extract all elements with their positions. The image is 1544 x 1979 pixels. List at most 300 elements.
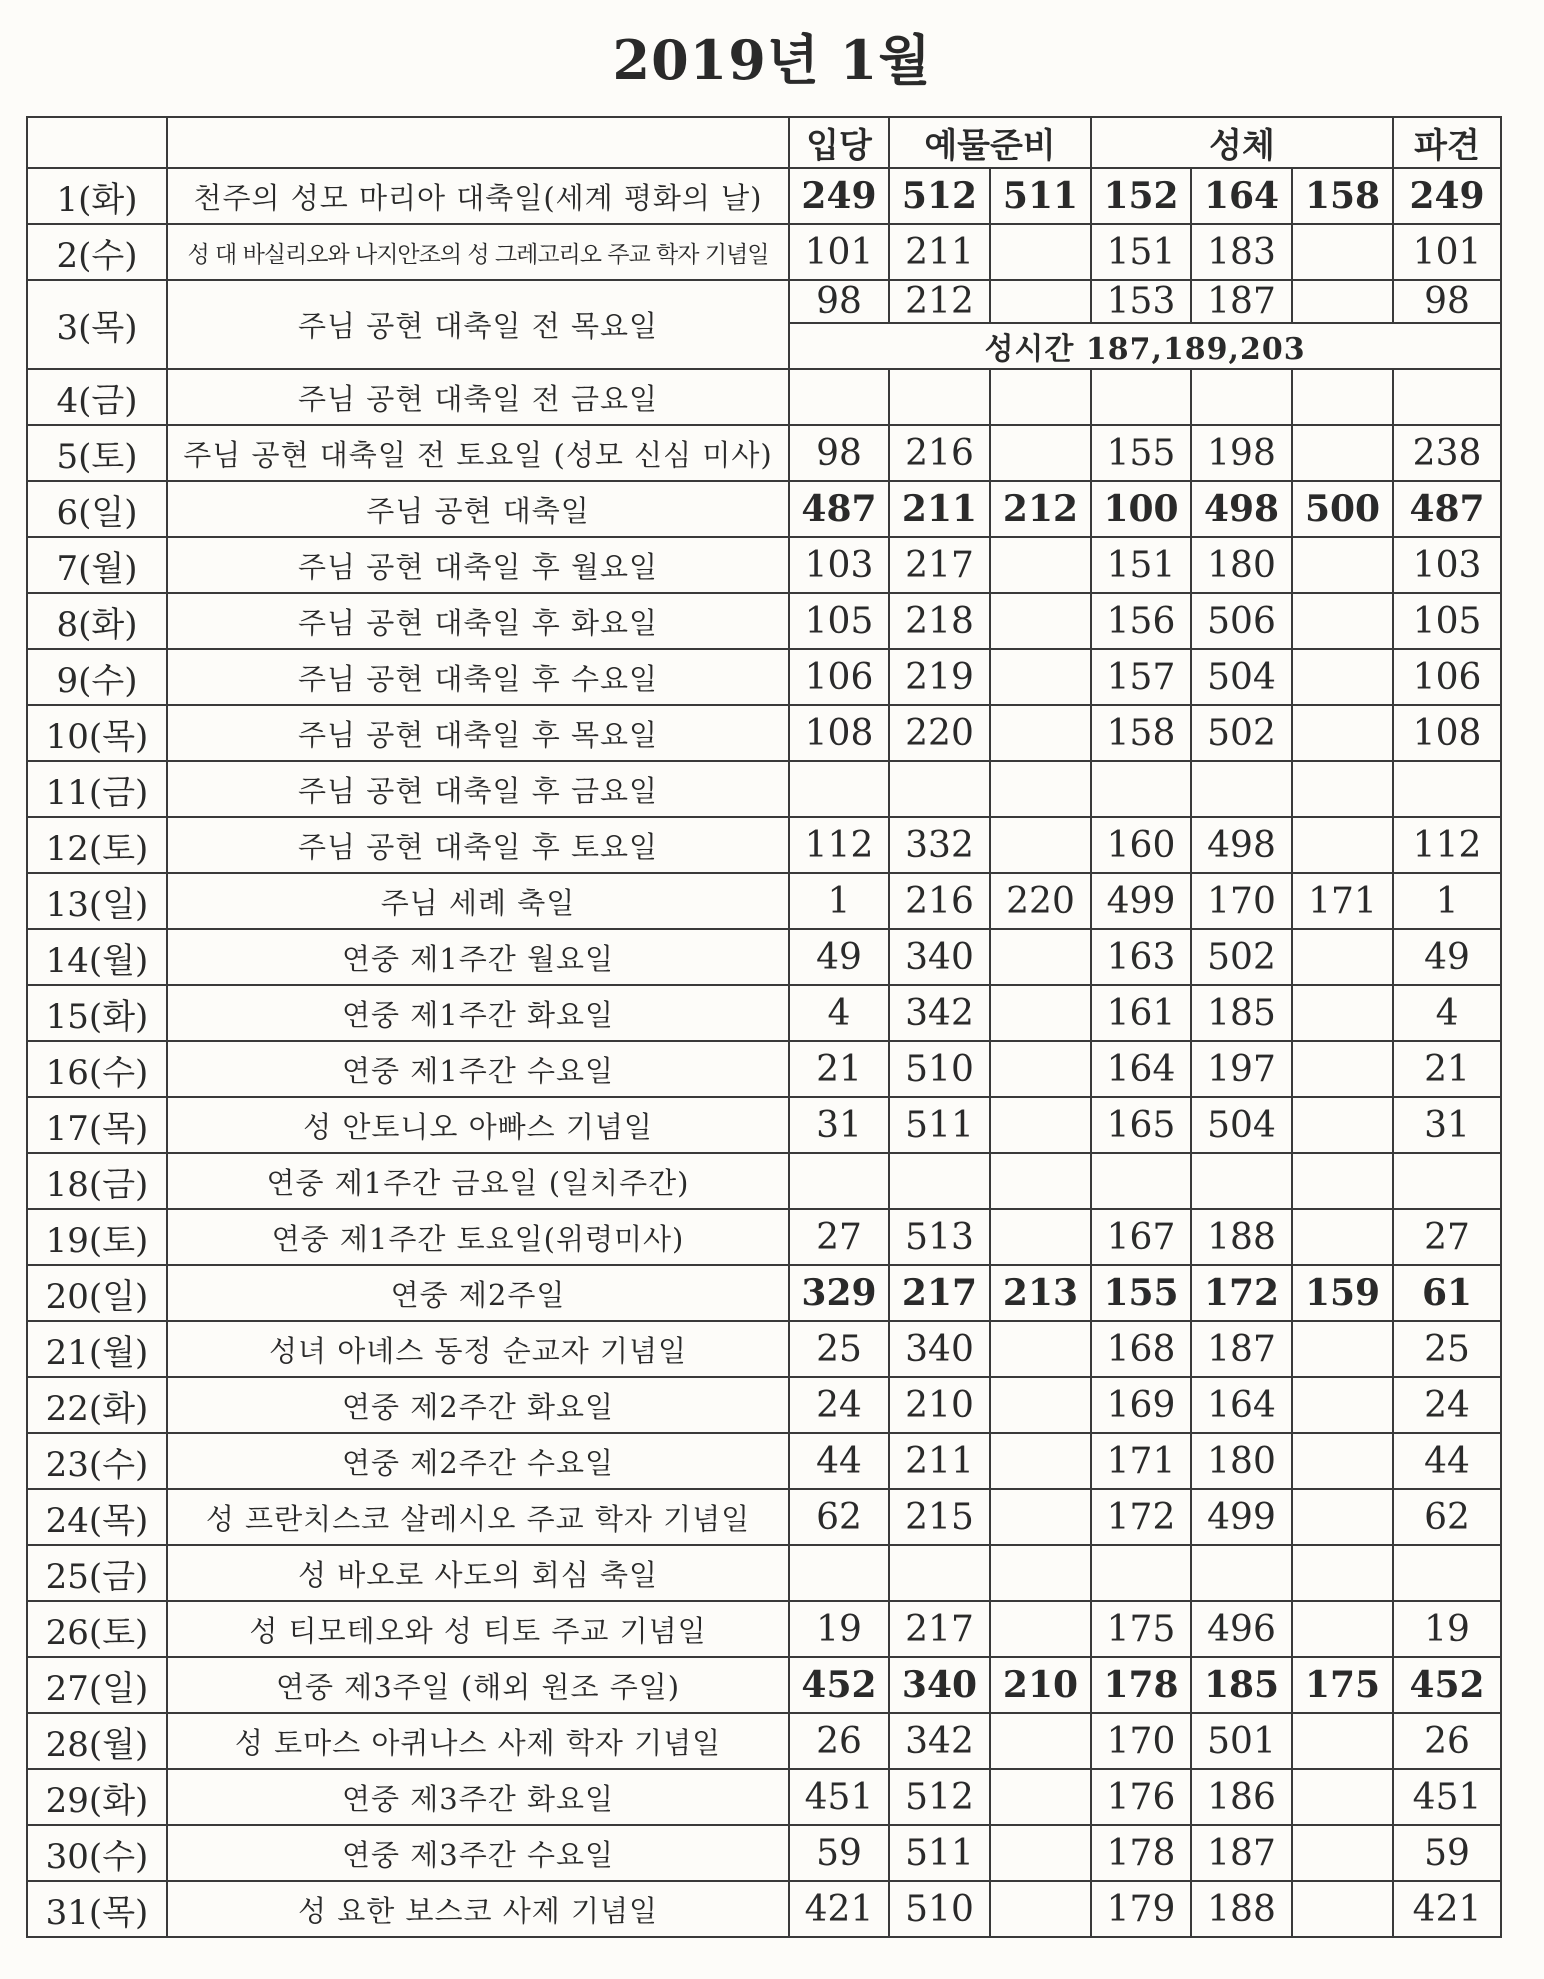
table-row (27, 593, 1501, 649)
hymn-recessional-cell: 19 (1393, 1601, 1501, 1657)
hymn-offertory-2-cell: 210 (990, 1657, 1091, 1713)
date-cell: 13(일) (27, 873, 167, 929)
date-cell: 14(월) (27, 929, 167, 985)
hymn-entrance-cell: 421 (789, 1881, 889, 1937)
hymn-communion-3-cell (1292, 1433, 1393, 1489)
date-cell: 26(토) (27, 1601, 167, 1657)
hymn-offertory-1-cell: 219 (889, 649, 990, 705)
feast-name-cell: 주님 공현 대축일 후 월요일 (167, 537, 789, 593)
hymn-entrance-cell: 451 (789, 1769, 889, 1825)
hymn-communion-2-cell: 187 (1191, 280, 1292, 323)
hymn-offertory-2-cell (990, 1321, 1091, 1377)
feast-name-cell: 성 토마스 아퀴나스 사제 학자 기념일 (167, 1713, 789, 1769)
hymn-entrance-cell: 106 (789, 649, 889, 705)
header-offertory: 예물준비 (889, 117, 1091, 168)
hymn-communion-1-cell: 164 (1091, 1041, 1191, 1097)
hymn-communion-3-cell (1292, 1601, 1393, 1657)
table-row (27, 1545, 1501, 1601)
hymn-communion-3-cell (1292, 1041, 1393, 1097)
hymn-entrance-cell: 101 (789, 224, 889, 280)
hymn-offertory-1-cell: 215 (889, 1489, 990, 1545)
date-cell: 28(월) (27, 1713, 167, 1769)
hymn-communion-1-cell: 165 (1091, 1097, 1191, 1153)
hymn-entrance-cell: 4 (789, 985, 889, 1041)
hymn-communion-1-cell: 168 (1091, 1321, 1191, 1377)
hymn-communion-1-cell: 161 (1091, 985, 1191, 1041)
hymn-communion-2-cell: 198 (1191, 425, 1292, 481)
table-row (27, 1881, 1501, 1937)
table-row (27, 1489, 1501, 1545)
hymn-communion-1-cell: 172 (1091, 1489, 1191, 1545)
hymn-communion-2-cell: 180 (1191, 537, 1292, 593)
hymn-offertory-1-cell (889, 1153, 990, 1209)
table-row (27, 280, 1501, 323)
feast-name-cell: 성 티모테오와 성 티토 주교 기념일 (167, 1601, 789, 1657)
hymn-communion-1-cell: 169 (1091, 1377, 1191, 1433)
feast-name-cell: 연중 제1주간 수요일 (167, 1041, 789, 1097)
feast-name-cell: 연중 제3주간 수요일 (167, 1825, 789, 1881)
hymn-recessional-cell: 238 (1393, 425, 1501, 481)
hymn-communion-3-cell (1292, 1321, 1393, 1377)
hymn-communion-1-cell: 157 (1091, 649, 1191, 705)
hymn-communion-3-cell (1292, 224, 1393, 280)
hymn-offertory-1-cell: 512 (889, 168, 990, 224)
feast-name-cell: 성 요한 보스코 사제 기념일 (167, 1881, 789, 1937)
date-cell: 17(목) (27, 1097, 167, 1153)
hymn-communion-1-cell: 151 (1091, 537, 1191, 593)
hymn-entrance-cell: 25 (789, 1321, 889, 1377)
hymn-offertory-2-cell (990, 761, 1091, 817)
date-cell: 27(일) (27, 1657, 167, 1713)
hymn-recessional-cell: 108 (1393, 705, 1501, 761)
hymn-communion-1-cell: 170 (1091, 1713, 1191, 1769)
hymn-recessional-cell: 1 (1393, 873, 1501, 929)
feast-name-cell: 성 대 바실리오와 나지안조의 성 그레고리오 주교 학자 기념일 (167, 224, 789, 280)
hymn-communion-2-cell: 170 (1191, 873, 1292, 929)
feast-name-cell: 주님 세례 축일 (167, 873, 789, 929)
table-row (27, 761, 1501, 817)
hymn-offertory-2-cell (990, 1713, 1091, 1769)
hymn-communion-2-cell: 502 (1191, 705, 1292, 761)
feast-name-cell: 주님 공현 대축일 (167, 481, 789, 537)
hymn-communion-3-cell (1292, 1209, 1393, 1265)
hymn-offertory-2-cell (990, 1601, 1091, 1657)
hymn-communion-2-cell: 501 (1191, 1713, 1292, 1769)
hymn-offertory-1-cell: 216 (889, 873, 990, 929)
date-cell: 30(수) (27, 1825, 167, 1881)
feast-name-cell: 천주의 성모 마리아 대축일(세계 평화의 날) (167, 168, 789, 224)
hymn-communion-2-cell: 499 (1191, 1489, 1292, 1545)
hymn-communion-1-cell: 151 (1091, 224, 1191, 280)
hymn-communion-1-cell: 155 (1091, 425, 1191, 481)
hymn-communion-3-cell: 171 (1292, 873, 1393, 929)
hymn-offertory-2-cell (990, 1825, 1091, 1881)
table-row (27, 1825, 1501, 1881)
hymn-communion-3-cell (1292, 1881, 1393, 1937)
holy-hour-note: 성시간 187,189,203 (789, 323, 1501, 369)
hymn-offertory-2-cell (990, 1881, 1091, 1937)
hymn-communion-3-cell (1292, 1153, 1393, 1209)
hymn-communion-2-cell: 187 (1191, 1825, 1292, 1881)
hymn-offertory-1-cell: 216 (889, 425, 990, 481)
feast-name-cell: 성녀 아녜스 동정 순교자 기념일 (167, 1321, 789, 1377)
hymn-recessional-cell: 31 (1393, 1097, 1501, 1153)
hymn-offertory-1-cell: 511 (889, 1825, 990, 1881)
hymn-communion-1-cell: 178 (1091, 1657, 1191, 1713)
hymn-communion-2-cell: 496 (1191, 1601, 1292, 1657)
hymn-communion-3-cell (1292, 761, 1393, 817)
hymn-offertory-1-cell: 342 (889, 985, 990, 1041)
hymn-communion-3-cell (1292, 985, 1393, 1041)
hymn-communion-3-cell (1292, 1713, 1393, 1769)
hymn-offertory-1-cell: 510 (889, 1041, 990, 1097)
hymn-communion-2-cell: 506 (1191, 593, 1292, 649)
hymn-communion-1-cell: 163 (1091, 929, 1191, 985)
hymn-recessional-cell: 103 (1393, 537, 1501, 593)
hymn-offertory-1-cell: 511 (889, 1097, 990, 1153)
hymn-communion-1-cell: 100 (1091, 481, 1191, 537)
hymn-entrance-cell (789, 1545, 889, 1601)
hymn-communion-3-cell (1292, 929, 1393, 985)
hymn-recessional-cell: 26 (1393, 1713, 1501, 1769)
date-cell: 4(금) (27, 369, 167, 425)
hymn-communion-3-cell (1292, 1825, 1393, 1881)
hymn-recessional-cell: 27 (1393, 1209, 1501, 1265)
date-cell: 7(월) (27, 537, 167, 593)
hymn-communion-3-cell: 175 (1292, 1657, 1393, 1713)
table-row (27, 1377, 1501, 1433)
date-cell: 5(토) (27, 425, 167, 481)
date-cell: 18(금) (27, 1153, 167, 1209)
hymn-offertory-1-cell: 211 (889, 224, 990, 280)
hymn-offertory-1-cell (889, 1545, 990, 1601)
feast-name-cell: 연중 제2주간 화요일 (167, 1377, 789, 1433)
header-recessional: 파견 (1393, 117, 1501, 168)
hymn-offertory-1-cell: 217 (889, 1265, 990, 1321)
hymn-communion-2-cell: 504 (1191, 1097, 1292, 1153)
hymn-entrance-cell: 19 (789, 1601, 889, 1657)
hymn-offertory-1-cell: 211 (889, 1433, 990, 1489)
feast-name-cell: 주님 공현 대축일 후 토요일 (167, 817, 789, 873)
hymn-recessional-cell: 49 (1393, 929, 1501, 985)
hymn-recessional-cell: 451 (1393, 1769, 1501, 1825)
feast-name-cell: 연중 제1주간 금요일 (일치주간) (167, 1153, 789, 1209)
hymn-entrance-cell: 103 (789, 537, 889, 593)
hymn-recessional-cell: 4 (1393, 985, 1501, 1041)
header-row (27, 117, 1501, 168)
hymn-offertory-2-cell (990, 1377, 1091, 1433)
hymn-offertory-2-cell: 511 (990, 168, 1091, 224)
feast-name-cell: 연중 제3주간 화요일 (167, 1769, 789, 1825)
hymn-entrance-cell: 24 (789, 1377, 889, 1433)
hymn-offertory-1-cell: 218 (889, 593, 990, 649)
hymn-offertory-1-cell: 512 (889, 1769, 990, 1825)
hymn-recessional-cell: 105 (1393, 593, 1501, 649)
date-cell: 23(수) (27, 1433, 167, 1489)
table-row (27, 369, 1501, 425)
hymn-offertory-1-cell: 340 (889, 1657, 990, 1713)
hymn-offertory-2-cell (990, 1209, 1091, 1265)
table-row (27, 537, 1501, 593)
hymn-communion-1-cell: 155 (1091, 1265, 1191, 1321)
hymn-recessional-cell: 61 (1393, 1265, 1501, 1321)
hymn-communion-3-cell (1292, 1769, 1393, 1825)
feast-name-cell: 연중 제2주일 (167, 1265, 789, 1321)
date-cell: 2(수) (27, 224, 167, 280)
feast-name-cell: 연중 제3주일 (해외 원조 주일) (167, 1657, 789, 1713)
hymn-entrance-cell: 112 (789, 817, 889, 873)
hymn-communion-2-cell: 183 (1191, 224, 1292, 280)
hymn-offertory-1-cell: 211 (889, 481, 990, 537)
table-row (27, 1601, 1501, 1657)
feast-name-cell: 주님 공현 대축일 후 목요일 (167, 705, 789, 761)
date-cell: 6(일) (27, 481, 167, 537)
hymn-offertory-2-cell (990, 985, 1091, 1041)
table-row (27, 1097, 1501, 1153)
hymn-offertory-1-cell: 513 (889, 1209, 990, 1265)
hymn-offertory-2-cell (990, 369, 1091, 425)
hymn-communion-1-cell (1091, 369, 1191, 425)
hymn-entrance-cell: 49 (789, 929, 889, 985)
hymn-communion-2-cell: 502 (1191, 929, 1292, 985)
hymn-communion-2-cell: 185 (1191, 1657, 1292, 1713)
date-cell: 15(화) (27, 985, 167, 1041)
header-blank-desc (167, 117, 789, 168)
hymn-entrance-cell: 105 (789, 593, 889, 649)
hymn-entrance-cell (789, 369, 889, 425)
hymn-communion-2-cell: 498 (1191, 817, 1292, 873)
date-cell: 22(화) (27, 1377, 167, 1433)
hymn-communion-3-cell (1292, 1545, 1393, 1601)
hymn-offertory-2-cell (990, 425, 1091, 481)
date-cell: 8(화) (27, 593, 167, 649)
hymn-communion-2-cell: 186 (1191, 1769, 1292, 1825)
hymn-offertory-2-cell (990, 1769, 1091, 1825)
table-row (27, 1209, 1501, 1265)
hymn-recessional-cell: 112 (1393, 817, 1501, 873)
table-row (27, 649, 1501, 705)
hymn-offertory-1-cell (889, 369, 990, 425)
hymn-communion-1-cell: 160 (1091, 817, 1191, 873)
table-row (27, 1265, 1501, 1321)
date-cell: 25(금) (27, 1545, 167, 1601)
hymn-offertory-1-cell: 342 (889, 1713, 990, 1769)
hymn-offertory-2-cell (990, 593, 1091, 649)
hymn-offertory-2-cell (990, 705, 1091, 761)
hymn-entrance-cell: 27 (789, 1209, 889, 1265)
hymn-communion-2-cell: 498 (1191, 481, 1292, 537)
table-row (27, 1769, 1501, 1825)
hymn-offertory-1-cell: 340 (889, 929, 990, 985)
hymn-communion-2-cell: 180 (1191, 1433, 1292, 1489)
hymn-communion-1-cell: 156 (1091, 593, 1191, 649)
table-row (27, 481, 1501, 537)
hymn-offertory-2-cell: 212 (990, 481, 1091, 537)
hymn-communion-1-cell: 171 (1091, 1433, 1191, 1489)
hymn-entrance-cell: 98 (789, 280, 889, 323)
feast-name-cell: 주님 공현 대축일 전 목요일 (167, 280, 789, 369)
hymn-communion-3-cell (1292, 425, 1393, 481)
hymn-communion-3-cell (1292, 1377, 1393, 1433)
hymn-entrance-cell (789, 1153, 889, 1209)
hymn-communion-1-cell: 175 (1091, 1601, 1191, 1657)
hymn-communion-3-cell (1292, 537, 1393, 593)
hymn-offertory-2-cell: 220 (990, 873, 1091, 929)
feast-name-cell: 주님 공현 대축일 전 토요일 (성모 신심 미사) (167, 425, 789, 481)
hymn-offertory-2-cell (990, 1433, 1091, 1489)
table-row (27, 1433, 1501, 1489)
hymn-offertory-2-cell (990, 1545, 1091, 1601)
date-cell: 12(토) (27, 817, 167, 873)
hymn-entrance-cell: 249 (789, 168, 889, 224)
hymn-communion-2-cell: 172 (1191, 1265, 1292, 1321)
hymn-communion-2-cell: 197 (1191, 1041, 1292, 1097)
hymn-offertory-2-cell (990, 817, 1091, 873)
date-cell: 29(화) (27, 1769, 167, 1825)
header-communion: 성체 (1091, 117, 1393, 168)
hymn-entrance-cell: 59 (789, 1825, 889, 1881)
hymn-communion-2-cell: 164 (1191, 1377, 1292, 1433)
hymn-recessional-cell: 249 (1393, 168, 1501, 224)
hymn-recessional-cell: 25 (1393, 1321, 1501, 1377)
hymn-communion-2-cell: 188 (1191, 1881, 1292, 1937)
hymn-communion-3-cell (1292, 593, 1393, 649)
feast-name-cell: 주님 공현 대축일 전 금요일 (167, 369, 789, 425)
hymn-entrance-cell: 98 (789, 425, 889, 481)
hymn-recessional-cell: 452 (1393, 1657, 1501, 1713)
hymn-entrance-cell: 62 (789, 1489, 889, 1545)
table-row (27, 873, 1501, 929)
hymn-communion-1-cell (1091, 1153, 1191, 1209)
feast-name-cell: 성 바오로 사도의 회심 축일 (167, 1545, 789, 1601)
feast-name-cell: 연중 제1주간 토요일(위령미사) (167, 1209, 789, 1265)
hymn-communion-2-cell (1191, 1153, 1292, 1209)
page-title: 2019년 1월 (612, 28, 932, 92)
hymn-offertory-1-cell: 510 (889, 1881, 990, 1937)
hymn-communion-1-cell (1091, 761, 1191, 817)
hymn-communion-1-cell: 179 (1091, 1881, 1191, 1937)
hymn-offertory-1-cell: 217 (889, 1601, 990, 1657)
feast-name-cell: 연중 제1주간 화요일 (167, 985, 789, 1041)
hymn-communion-2-cell: 164 (1191, 168, 1292, 224)
hymn-offertory-2-cell (990, 224, 1091, 280)
hymn-communion-1-cell (1091, 1545, 1191, 1601)
hymn-communion-2-cell: 504 (1191, 649, 1292, 705)
hymn-entrance-cell: 31 (789, 1097, 889, 1153)
feast-name-cell: 주님 공현 대축일 후 금요일 (167, 761, 789, 817)
hymn-communion-1-cell: 167 (1091, 1209, 1191, 1265)
hymn-communion-2-cell: 185 (1191, 985, 1292, 1041)
hymn-recessional-cell: 21 (1393, 1041, 1501, 1097)
hymn-communion-3-cell (1292, 649, 1393, 705)
hymn-offertory-1-cell: 332 (889, 817, 990, 873)
date-cell: 3(목) (27, 280, 167, 369)
hymn-schedule-table (26, 116, 1502, 1938)
hymn-offertory-2-cell (990, 649, 1091, 705)
hymn-offertory-2-cell (990, 1489, 1091, 1545)
hymn-entrance-cell: 44 (789, 1433, 889, 1489)
date-cell: 10(목) (27, 705, 167, 761)
header-blank-date (27, 117, 167, 168)
date-cell: 11(금) (27, 761, 167, 817)
hymn-entrance-cell (789, 761, 889, 817)
date-cell: 1(화) (27, 168, 167, 224)
hymn-offertory-1-cell: 217 (889, 537, 990, 593)
hymn-communion-2-cell: 187 (1191, 1321, 1292, 1377)
table-row (27, 817, 1501, 873)
hymn-offertory-2-cell (990, 280, 1091, 323)
hymn-communion-3-cell (1292, 817, 1393, 873)
feast-name-cell: 성 안토니오 아빠스 기념일 (167, 1097, 789, 1153)
date-cell: 21(월) (27, 1321, 167, 1377)
hymn-communion-3-cell: 500 (1292, 481, 1393, 537)
hymn-recessional-cell: 24 (1393, 1377, 1501, 1433)
date-cell: 9(수) (27, 649, 167, 705)
hymn-communion-3-cell (1292, 369, 1393, 425)
table-row (27, 929, 1501, 985)
table-row (27, 224, 1501, 280)
table-row (27, 985, 1501, 1041)
header-entrance: 입당 (789, 117, 889, 168)
hymn-communion-3-cell (1292, 1489, 1393, 1545)
table-row (27, 425, 1501, 481)
table-row (27, 1041, 1501, 1097)
table-row (27, 1713, 1501, 1769)
hymn-recessional-cell (1393, 1153, 1501, 1209)
hymn-communion-1-cell: 152 (1091, 168, 1191, 224)
feast-name-cell: 연중 제1주간 월요일 (167, 929, 789, 985)
hymn-communion-3-cell (1292, 705, 1393, 761)
hymn-entrance-cell: 452 (789, 1657, 889, 1713)
hymn-communion-3-cell: 159 (1292, 1265, 1393, 1321)
hymn-communion-1-cell: 153 (1091, 280, 1191, 323)
date-cell: 20(일) (27, 1265, 167, 1321)
hymn-recessional-cell (1393, 1545, 1501, 1601)
hymn-offertory-2-cell: 213 (990, 1265, 1091, 1321)
hymn-entrance-cell: 21 (789, 1041, 889, 1097)
date-cell: 31(목) (27, 1881, 167, 1937)
hymn-communion-2-cell (1191, 1545, 1292, 1601)
hymn-entrance-cell: 108 (789, 705, 889, 761)
hymn-offertory-2-cell (990, 1097, 1091, 1153)
hymn-offertory-2-cell (990, 1153, 1091, 1209)
feast-name-cell: 성 프란치스코 살레시오 주교 학자 기념일 (167, 1489, 789, 1545)
hymn-offertory-1-cell (889, 761, 990, 817)
hymn-entrance-cell: 487 (789, 481, 889, 537)
hymn-recessional-cell: 421 (1393, 1881, 1501, 1937)
hymn-entrance-cell: 329 (789, 1265, 889, 1321)
hymn-entrance-cell: 26 (789, 1713, 889, 1769)
hymn-communion-1-cell: 178 (1091, 1825, 1191, 1881)
table-row (27, 705, 1501, 761)
hymn-recessional-cell: 106 (1393, 649, 1501, 705)
hymn-communion-1-cell: 176 (1091, 1769, 1191, 1825)
hymn-communion-3-cell (1292, 1097, 1393, 1153)
hymn-recessional-cell: 487 (1393, 481, 1501, 537)
hymn-recessional-cell (1393, 761, 1501, 817)
hymn-offertory-1-cell: 212 (889, 280, 990, 323)
table-row (27, 1153, 1501, 1209)
feast-name-cell: 주님 공현 대축일 후 화요일 (167, 593, 789, 649)
feast-name-cell: 연중 제2주간 수요일 (167, 1433, 789, 1489)
hymn-communion-2-cell: 188 (1191, 1209, 1292, 1265)
hymn-communion-1-cell: 158 (1091, 705, 1191, 761)
hymn-recessional-cell: 59 (1393, 1825, 1501, 1881)
hymn-communion-2-cell (1191, 369, 1292, 425)
hymn-communion-3-cell: 158 (1292, 168, 1393, 224)
table-row (27, 1321, 1501, 1377)
hymn-offertory-2-cell (990, 537, 1091, 593)
